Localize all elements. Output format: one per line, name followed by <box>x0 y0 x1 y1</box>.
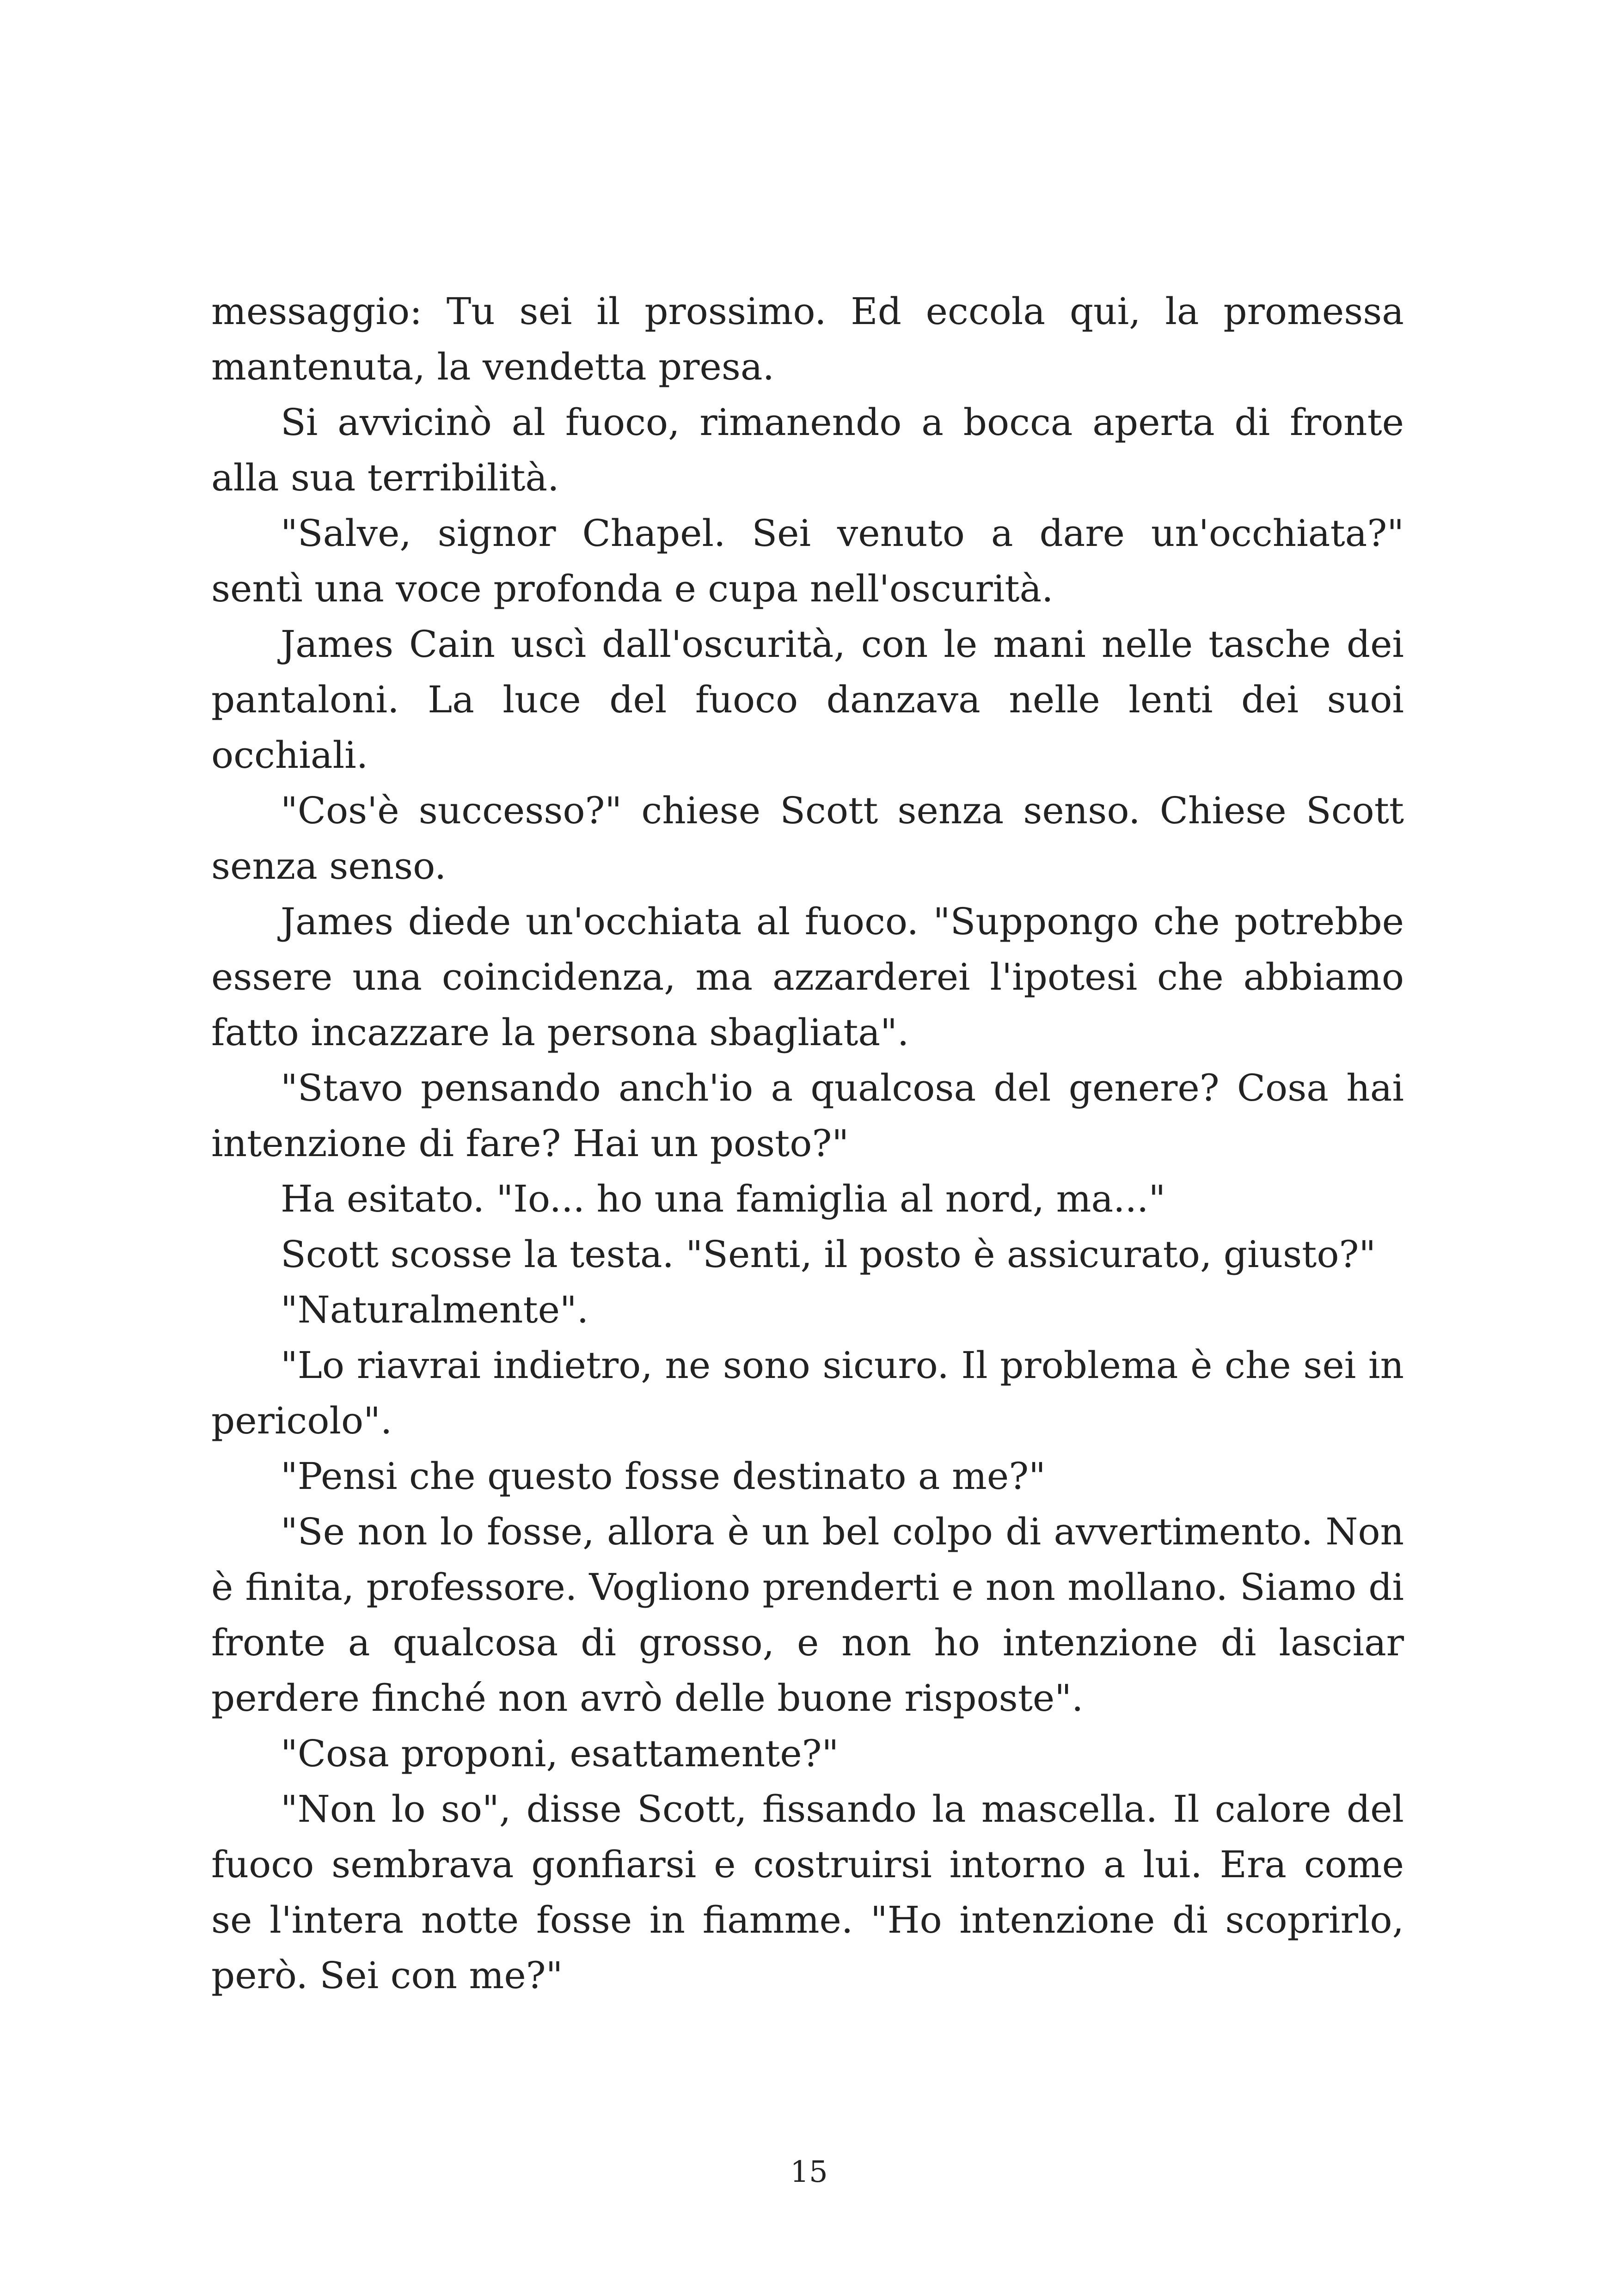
paragraph: Scott scosse la testa. "Senti, il posto è assicurato, giusto?" <box>281 1233 1376 1276</box>
paragraph: Si avvicinò al fuoco, rimanendo a bocca aperta di fronte alla sua terribilità. <box>211 401 1404 499</box>
paragraph: "Pensi che questo fosse destinato a me?" <box>281 1455 1046 1498</box>
paragraph: messaggio: Tu sei il prossimo. Ed eccola qui, la promessa mantenuta, la vendetta presa. <box>211 290 1404 388</box>
page-body <box>211 284 1404 2003</box>
paragraph: "Cosa proponi, esattamente?" <box>281 1732 839 1775</box>
paragraph: "Cos'è successo?" chiese Scott senza senso. Chiese Scott senza senso. <box>211 789 1404 888</box>
paragraph: "Naturalmente". <box>281 1288 589 1331</box>
paragraph: Ha esitato. "Io... ho una famiglia al nord, ma..." <box>281 1177 1166 1220</box>
page-number: 15 <box>790 2155 828 2189</box>
paragraph: "Non lo so", disse Scott, fissando la mascella. Il calore del fuoco sembrava gonfiarsi e costruirsi intorno a lui. Era come se l'intera notte fosse in fiamme. "Ho intenzione di scoprirlo, però. Sei con me?" <box>211 1788 1404 1997</box>
paragraph: "Salve, signor Chapel. Sei venuto a dare un'occhiata?" sentì una voce profonda e cupa nell'oscurità. <box>211 512 1404 610</box>
paragraph: James diede un'occhiata al fuoco. "Suppongo che potrebbe essere una coincidenza, ma azzarderei l'ipotesi che abbiamo fatto incazzare la persona sbagliata". <box>211 900 1404 1054</box>
paragraph: "Stavo pensando anch'io a qualcosa del genere? Cosa hai intenzione di fare? Hai un posto?" <box>211 1066 1404 1165</box>
paragraph: "Se non lo fosse, allora è un bel colpo di avvertimento. Non è finita, professore. Vogliono prenderti e non mollano. Siamo di fronte a qualcosa di grosso, e non ho intenzione di lasciar perdere finché non avrò delle buone risposte". <box>211 1510 1404 1720</box>
paragraph: James Cain uscì dall'oscurità, con le mani nelle tasche dei pantaloni. La luce del fuoco danzava nelle lenti dei suoi occhiali. <box>211 623 1404 777</box>
paragraph: "Lo riavrai indietro, ne sono sicuro. Il problema è che sei in pericolo". <box>211 1344 1404 1442</box>
